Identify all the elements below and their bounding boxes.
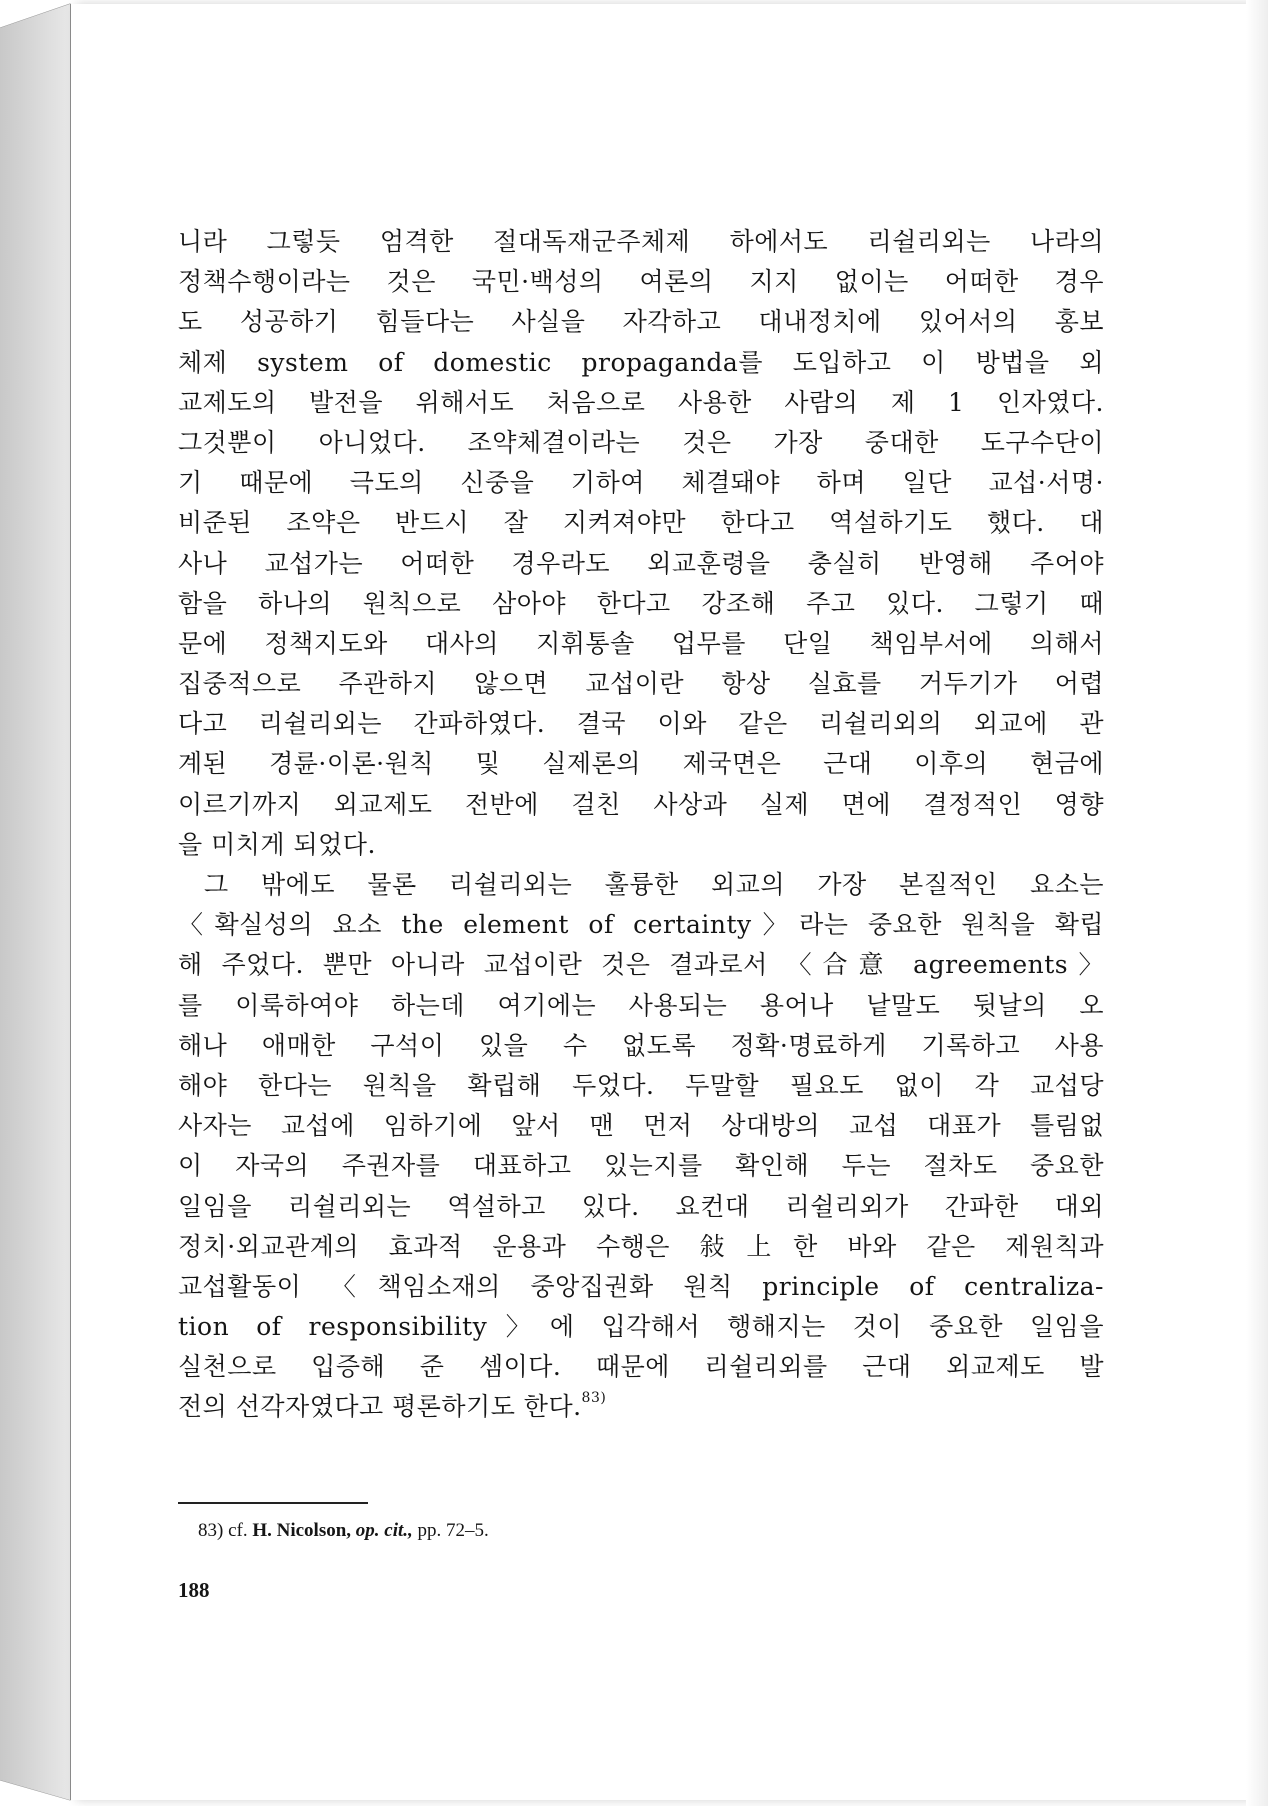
text-line: 도 성공하기 힘들다는 사실을 자각하고 대내정치에 있어서의 홍보 xyxy=(178,307,1104,337)
body-text xyxy=(178,222,1104,1428)
footnote-pages: pp. 72–5. xyxy=(417,1520,489,1541)
footnote-author: H. Nicolson, xyxy=(252,1520,352,1541)
text-line: 교섭활동이 〈책임소재의 중앙집권화 원칙 principle of centraliza- xyxy=(178,1271,1104,1301)
footnote-number: 83) xyxy=(198,1520,224,1541)
text-line: 해야 한다는 원칙을 확립해 두었다. 두말할 필요도 없이 각 교섭당 xyxy=(178,1070,1104,1100)
footnote xyxy=(198,1520,489,1542)
text-line: 이 자국의 주권자를 대표하고 있는지를 확인해 두는 절차도 중요한 xyxy=(178,1151,1104,1181)
text-line: 체제 system of domestic propaganda를 도입하고 이 방법을 외 xyxy=(178,347,1104,377)
text-line: 해나 애매한 구석이 있을 수 없도록 정확·명료하게 기록하고 사용 xyxy=(178,1030,1104,1060)
text-line: 기 때문에 극도의 신중을 기하여 체결돼야 하며 일단 교섭·서명· xyxy=(178,468,1104,498)
text-line: 그 밖에도 물론 리쉴리외는 훌륭한 외교의 가장 본질적인 요소는 xyxy=(204,870,1104,899)
text-line: 를 이룩하여야 하는데 여기에는 사용되는 용어나 낱말도 뒷날의 오 xyxy=(178,990,1104,1020)
text-line: 이르기까지 외교제도 전반에 걸친 사상과 실제 면에 결정적인 영향 xyxy=(178,789,1104,819)
page-number: 188 xyxy=(178,1578,210,1602)
text-line: 문에 정책지도와 대사의 지휘통솔 업무를 단일 책임부서에 의해서 xyxy=(178,628,1104,658)
text-line: 사나 교섭가는 어떠한 경우라도 외교훈령을 충실히 반영해 주어야 xyxy=(178,548,1104,578)
text-line: 정치·외교관계의 효과적 운용과 수행은 敍上한 바와 같은 제원칙과 xyxy=(178,1231,1104,1261)
footnote-reference[interactable]: 83) xyxy=(581,1390,607,1407)
text-line: 다고 리쉴리외는 간파하였다. 결국 이와 같은 리쉴리외의 외교에 관 xyxy=(178,709,1104,739)
text-line: 사자는 교섭에 임하기에 앞서 맨 먼저 상대방의 교섭 대표가 틀림없 xyxy=(178,1111,1104,1141)
text-line: 함을 하나의 원칙으로 삼아야 한다고 강조해 주고 있다. 그렇기 때 xyxy=(178,588,1104,618)
text-line: 〈확실성의 요소 the element of certainty〉라는 중요한 원칙을 확립 xyxy=(178,910,1104,940)
footnote-divider xyxy=(178,1502,368,1504)
text-line-content: 전의 선각자였다고 평론하기도 한다. xyxy=(178,1392,582,1422)
text-line: 비준된 조약은 반드시 잘 지켜져야만 한다고 역설하기도 했다. 대 xyxy=(178,508,1104,538)
text-line-final xyxy=(178,1387,1104,1427)
text-line: 일임을 리쉴리외는 역설하고 있다. 요컨대 리쉴리외가 간파한 대외 xyxy=(178,1191,1104,1221)
text-line: 그것뿐이 아니었다. 조약체결이라는 것은 가장 중대한 도구수단이 xyxy=(178,427,1104,457)
page-edge xyxy=(1246,0,1268,1806)
text-line: 해 주었다. 뿐만 아니라 교섭이란 것은 결과로서 〈合意 agreements〉 xyxy=(178,950,1104,980)
text-line: 교제도의 발전을 위해서도 처음으로 사용한 사람의 제 1 인자였다. xyxy=(178,387,1104,417)
text-line: 을 미치게 되었다. xyxy=(178,829,376,859)
text-line: 계된 경륜·이론·원칙 및 실제론의 제국면은 근대 이후의 현금에 xyxy=(178,749,1104,779)
footnote-op-cit: op. cit., xyxy=(355,1520,413,1541)
text-line: tion of responsibility〉에 입각해서 행해지는 것이 중요한 일임을 xyxy=(178,1312,1104,1342)
text-line: 집중적으로 주관하지 않으면 교섭이란 항상 실효를 거두기가 어렵 xyxy=(178,669,1104,699)
text-line: 정책수행이라는 것은 국민·백성의 여론의 지지 없이는 어떠한 경우 xyxy=(178,267,1104,297)
text-line: 실천으로 입증해 준 셈이다. 때문에 리쉴리외를 근대 외교제도 발 xyxy=(178,1352,1104,1382)
text-line: 니라 그렇듯 엄격한 절대독재군주체제 하에서도 리쉴리외는 나라의 xyxy=(178,227,1104,256)
footnote-prefix: cf. xyxy=(228,1520,248,1541)
